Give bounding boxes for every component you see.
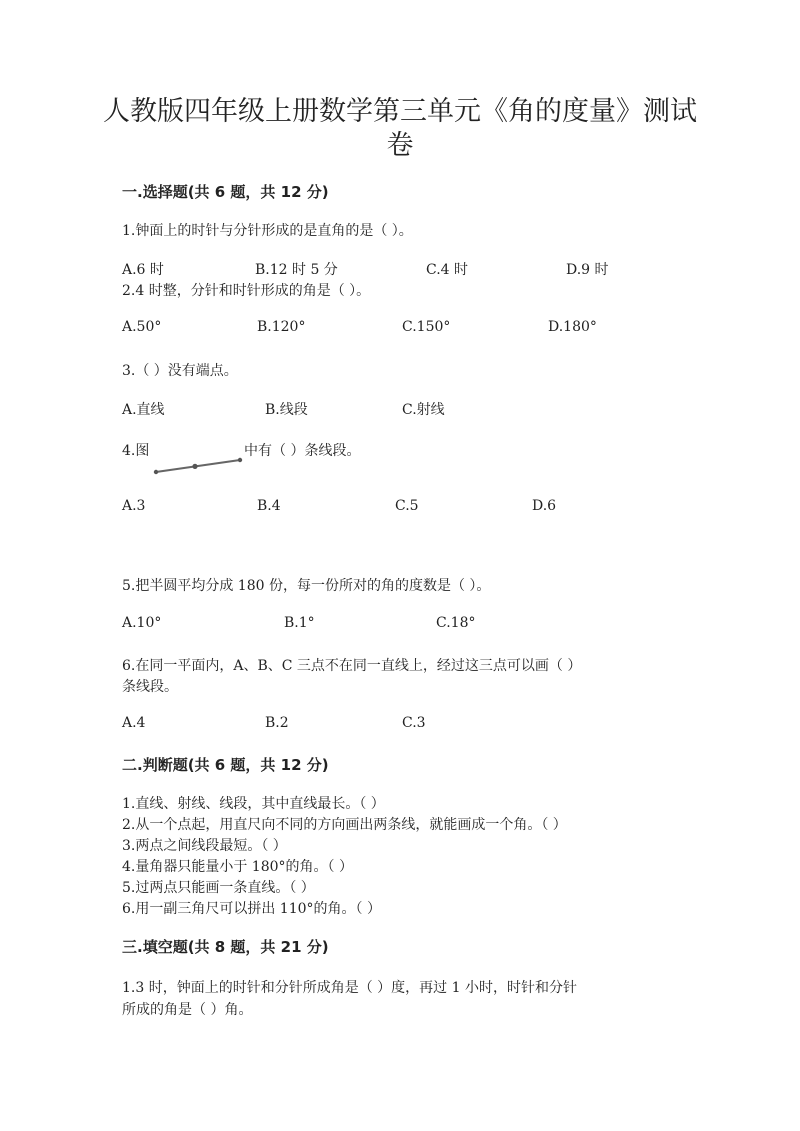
question-2: 2.4 时整，分针和时针形成的角是（ ）。 bbox=[122, 283, 371, 299]
judgement-item-4: 4.量角器只能量小于 180°的角。（ ） bbox=[122, 859, 353, 875]
fill-item-1-line1: 1.3 时，钟面上的时针和分针所成角是（ ）度，再过 1 小时，时针和分针 bbox=[122, 980, 577, 996]
q4-option-a: A.3 bbox=[122, 498, 146, 514]
judgement-item-6: 6.用一副三角尺可以拼出 110°的角。（ ） bbox=[122, 901, 381, 917]
section-heading-judgement: 二.判断题(共 6 题，共 12 分) bbox=[122, 756, 329, 774]
q3-option-b: B.线段 bbox=[265, 402, 308, 418]
q5-option-c: C.18° bbox=[436, 615, 476, 631]
q3-option-a: A.直线 bbox=[122, 402, 165, 418]
judgement-item-1: 1.直线、射线、线段，其中直线最长。（ ） bbox=[122, 796, 385, 812]
q3-option-c: C.射线 bbox=[402, 402, 445, 418]
q4-option-d: D.6 bbox=[532, 498, 557, 514]
page-title-line1: 人教版四年级上册数学第三单元《角的度量》测试 bbox=[103, 96, 697, 127]
q2-option-a: A.50° bbox=[122, 319, 162, 335]
judgement-item-2: 2.从一个点起，用直尺向不同的方向画出两条线，就能画成一个角。（ ） bbox=[122, 817, 567, 833]
question-5: 5.把半圆平均分成 180 份，每一份所对的角的度数是（ ）。 bbox=[122, 578, 491, 594]
question-1: 1.钟面上的时针与分针形成的是直角的是（ ）。 bbox=[122, 223, 413, 239]
line-segment-figure bbox=[150, 453, 246, 477]
q5-option-a: A.10° bbox=[122, 615, 162, 631]
section-heading-fill-in: 三.填空题(共 8 题，共 21 分) bbox=[122, 938, 329, 956]
q4-option-c: C.5 bbox=[395, 498, 419, 514]
fill-item-1-line2: 所成的角是（ ）角。 bbox=[122, 1002, 253, 1018]
judgement-item-5: 5.过两点只能画一条直线。（ ） bbox=[122, 880, 315, 896]
q2-option-b: B.120° bbox=[257, 319, 306, 335]
q6-option-c: C.3 bbox=[402, 715, 426, 731]
question-6-line2: 条线段。 bbox=[122, 679, 178, 695]
section-heading-choice: 一.选择题(共 6 题，共 12 分) bbox=[122, 183, 329, 201]
q4-option-b: B.4 bbox=[257, 498, 281, 514]
question-4-suffix: 中有（ ）条线段。 bbox=[244, 443, 361, 459]
q6-option-b: B.2 bbox=[265, 715, 289, 731]
q2-option-d: D.180° bbox=[548, 319, 597, 335]
q6-option-a: A.4 bbox=[122, 715, 146, 731]
question-4-prefix: 4.图 bbox=[122, 443, 150, 459]
judgement-item-3: 3.两点之间线段最短。（ ） bbox=[122, 838, 287, 854]
page-title-line2: 卷 bbox=[386, 130, 414, 161]
q1-option-c: C.4 时 bbox=[426, 262, 469, 278]
q5-option-b: B.1° bbox=[284, 615, 315, 631]
q1-option-a: A.6 时 bbox=[122, 262, 164, 278]
question-6-line1: 6.在同一平面内，A、B、C 三点不在同一直线上，经过这三点可以画（ ） bbox=[122, 658, 582, 674]
q1-option-b: B.12 时 5 分 bbox=[255, 262, 338, 278]
q2-option-c: C.150° bbox=[402, 319, 451, 335]
question-3: 3.（ ）没有端点。 bbox=[122, 363, 238, 379]
q1-option-d: D.9 时 bbox=[566, 262, 609, 278]
